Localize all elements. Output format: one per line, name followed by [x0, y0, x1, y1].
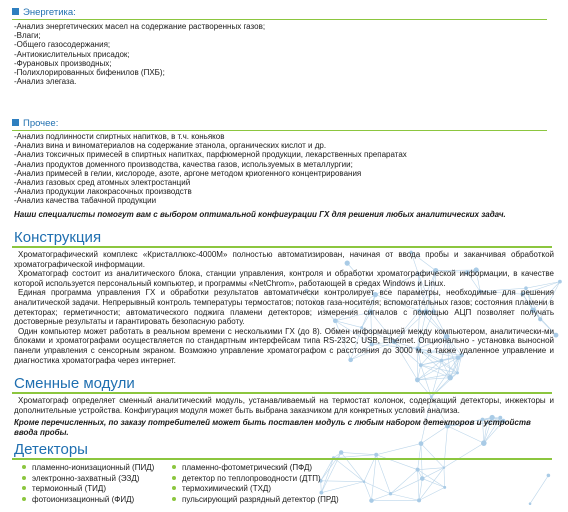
detector-label: пламенно-ионизационный (ПИД) — [32, 463, 155, 472]
network-line — [417, 380, 431, 397]
green-dot-icon — [22, 497, 26, 501]
construction-paragraph: Один компьютер может работать в реальном времени с несколькими ГХ (до 8). Обмен информацией между компьютером, аналитически-ми блоками и хроматографами осуществляется по стандартным интерфейсам типа RS-232C, USB, Ethernet. Опционально - установка выносной панели управления с сенсорным экраном. Возможно управление хроматографом с расстояния до 3000 м, а также удаленное управление и диагностика хроматографа через интернет. — [14, 326, 554, 365]
detector-item — [172, 474, 339, 485]
detectors-left-column — [22, 463, 154, 505]
green-dot-icon — [22, 486, 26, 490]
construction-title: Конструкция — [14, 229, 102, 246]
modules-note: Кроме перечисленных, по заказу потребителей может быть поставлен модуль с любым набором детекторов и устройств ввода пробы. — [14, 418, 531, 437]
detector-item — [22, 463, 154, 474]
network-line — [530, 475, 548, 503]
detectors-divider — [12, 458, 552, 460]
network-node — [456, 371, 459, 374]
green-dot-icon — [22, 465, 26, 469]
other-list-item: -Анализ примесей в гелии, кислороде, азоте, аргоне методом криогенного концентрирования — [14, 168, 362, 178]
network-line — [418, 470, 419, 501]
green-dot-icon — [172, 486, 176, 490]
energy-heading-text: Энергетика: — [23, 7, 76, 18]
network-line — [419, 487, 445, 500]
other-list-item: -Анализ вина и виноматериалов на содержание этанола, органических кислот и др. — [14, 141, 327, 151]
network-node — [363, 480, 366, 483]
detector-label: термохимический (ТХД) — [182, 484, 272, 493]
detector-label: детектор по теплопроводности (ДТП) — [182, 473, 321, 483]
network-line — [391, 494, 420, 501]
network-line — [418, 444, 421, 470]
modules-text — [14, 396, 554, 415]
other-list-item: -Анализ токсичных примесей в спиртных напитках, парфюмерной продукции, лекарственных препаратах — [14, 150, 407, 160]
detector-item — [22, 495, 154, 506]
construction-text — [14, 250, 554, 365]
detector-label: пульсирующий разрядный детектор (ПРД) — [182, 494, 339, 504]
network-line — [341, 452, 364, 481]
network-line — [371, 455, 376, 501]
energy-list-item: -Полихлорированных бифенилов (ПХБ); — [14, 68, 165, 78]
green-dot-icon — [22, 476, 26, 480]
network-line — [421, 444, 422, 479]
square-bullet-icon — [12, 119, 19, 126]
other-divider — [12, 130, 547, 131]
energy-list-item: -Фурановых производных; — [14, 58, 112, 68]
network-line — [376, 455, 417, 470]
network-node — [447, 375, 452, 380]
detector-label: электронно-захватный (ЭЗД) — [32, 473, 140, 483]
detector-item — [172, 495, 339, 506]
green-dot-icon — [172, 497, 176, 501]
network-line — [341, 452, 376, 454]
network-node — [419, 441, 424, 446]
detector-item — [22, 474, 154, 485]
detector-label: пламенно-фотометрический (ПФД) — [182, 463, 313, 472]
network-node — [558, 280, 562, 284]
other-heading-text: Прочее: — [23, 118, 59, 129]
green-dot-icon — [172, 465, 176, 469]
network-node — [369, 498, 374, 503]
specialists-note: Наши специалисты помогут вам с выбором оптимальной конфигурации ГХ для решения любых аналитических задач. — [14, 210, 506, 219]
detector-label: термоионный (ТИД) — [32, 484, 106, 493]
other-list-item: -Анализ продукции лакокрасочных производств — [14, 187, 192, 197]
modules-paragraph: Хроматограф определяет сменный аналитический модуль, устанавливаемый на термостат колонок, содержащий детекторы, инжекторы и дополнительные устройства. Конфигурация модуля может быть выбрана заказчиком для конкретных условий анализа. — [14, 396, 554, 415]
other-list-item: -Анализ продуктов доменного производства, качества газов, используемых в металлургии; — [14, 159, 353, 169]
construction-divider — [12, 246, 552, 248]
energy-list-item: -Общего газосодержания; — [14, 40, 111, 50]
network-node — [417, 498, 421, 502]
network-line — [391, 479, 423, 494]
network-node — [554, 333, 559, 338]
other-list-item: -Анализ газовых сред атомных электростанций — [14, 178, 191, 188]
network-node — [415, 377, 420, 382]
green-dot-icon — [172, 476, 176, 480]
other-list-item: -Анализ качества табачной продукции — [14, 196, 157, 206]
energy-list-item: -Анализ энергетических масел на содержание растворенных газов; — [14, 22, 266, 31]
network-line — [421, 444, 444, 468]
construction-paragraph: Хроматограф состоит из аналитического блока, станции управления, контроля и обработки хроматографической информации, в качестве которой используется персональный компьютер, и программы «NetChrom», работающей в средах Windows и Linux. — [14, 269, 554, 288]
network-line — [371, 494, 390, 501]
network-node — [416, 468, 420, 472]
energy-heading — [12, 6, 122, 19]
network-node — [547, 474, 551, 478]
detectors-title: Детекторы — [14, 441, 88, 458]
detector-item — [22, 484, 154, 495]
network-node — [389, 492, 392, 495]
network-node — [339, 450, 343, 454]
energy-divider — [12, 19, 547, 20]
network-node — [443, 466, 446, 469]
modules-title: Сменные модули — [14, 375, 135, 392]
other-list-item: -Анализ подлинности спиртных напитков, в т.ч. коньяков — [14, 132, 225, 141]
network-node — [481, 440, 487, 446]
other-heading — [12, 117, 122, 130]
other-list — [14, 132, 554, 206]
network-line — [376, 444, 421, 455]
network-node — [374, 453, 378, 457]
energy-list-item: -Антиокислительных присадок; — [14, 49, 130, 59]
network-node — [420, 476, 425, 481]
network-line — [419, 468, 444, 501]
network-node — [443, 486, 446, 489]
detector-item — [172, 484, 339, 495]
network-node — [529, 502, 532, 505]
detectors-right-column — [172, 463, 339, 505]
modules-divider — [12, 392, 552, 394]
energy-list-item: -Анализ элегаза. — [14, 77, 77, 87]
square-bullet-icon — [12, 8, 19, 15]
detector-item — [172, 463, 339, 474]
construction-paragraph: Единая программа управления ГХ и обработки результатов автоматически контролирует все параметры, необходимые для решения аналитической задачи. Непрерывный контроль температуры термостатов; потоков газа-носителя; вспомогательных газов; состояния пламени в детекторах; герметичности; автоматического поджига пламени детекторов; измерения сигналов с помощью АЦП позволяет получать достоверные результаты и гарантировать безопасную работу. — [14, 288, 554, 327]
energy-list — [14, 22, 554, 86]
construction-paragraph: Хроматографический комплекс «Кристаллюкс-4000М» полностью автоматизирован, начиная от ввода пробы и заканчивая обработкой хроматографической информации. — [14, 250, 554, 269]
network-line — [444, 443, 484, 467]
network-line — [391, 470, 418, 494]
energy-list-item: -Влаги; — [14, 31, 41, 41]
network-line — [444, 468, 445, 488]
detector-label: фотоионизационный (ФИД) — [32, 494, 135, 504]
